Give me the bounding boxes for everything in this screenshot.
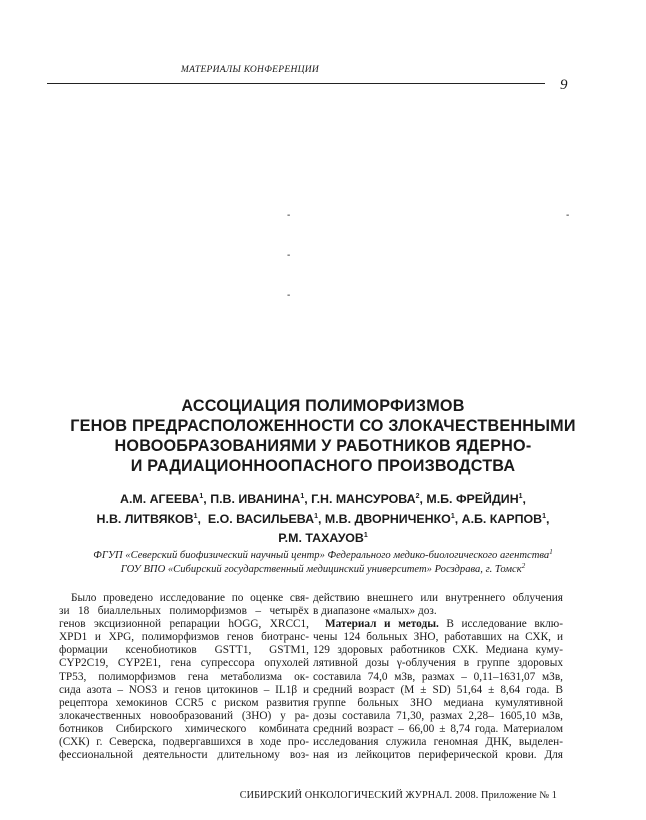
text-line: 129 здоровых работников СХК. Медиана куму- (313, 644, 563, 657)
page-number: 9 (560, 77, 568, 93)
author-affil-mark: 1 (363, 532, 368, 539)
title-line: АССОЦИАЦИЯ ПОЛИМОРФИЗМОВ (181, 397, 465, 415)
title-line: И РАДИАЦИОННООПАСНОГО ПРОИЗВОДСТВА (130, 457, 516, 475)
article-title (40, 396, 606, 476)
text-line: рецептора хемокинов CCR5 с риском развития (59, 696, 309, 709)
author-list (40, 490, 606, 549)
author-line (40, 510, 606, 530)
text-line: исследования служила геномная ДНК, выделен- (313, 736, 563, 749)
affiliation-line (40, 549, 606, 563)
text-line: (СХК) г. Северска, подвергавшихся в ходе про- (59, 736, 309, 749)
author-name: Р.М. ТАХАУОВ (278, 531, 364, 545)
text-line: дозы составила 71,30, размах 2,28– 1605,10 мЗв, (313, 709, 563, 722)
text-line: формации ксенобиотиков GSTT1, GSTM1, (59, 644, 309, 657)
affiliations (40, 549, 606, 577)
author-line (40, 529, 606, 549)
text-line: средний возраст – 66,00 ± 8,74 года. Материалом (313, 722, 563, 735)
title-line: ГЕНОВ ПРЕДРАСПОЛОЖЕННОСТИ СО ЗЛОКАЧЕСТВЕННЫМИ (70, 417, 576, 435)
author-separator: , (304, 492, 312, 506)
author-separator: , (522, 492, 526, 506)
author-name: М.В. ДВОРНИЧЕНКО (324, 511, 451, 526)
author-line (40, 490, 606, 510)
author-separator: , (317, 511, 325, 526)
author-affil-mark: 1 (199, 493, 204, 500)
text-line: CYP2C19, CYP2E1, гена супрессора опухолей (59, 657, 309, 670)
journal-footer: СИБИРСКИЙ ОНКОЛОГИЧЕСКИЙ ЖУРНАЛ. 2008. Приложение № 1 (239, 790, 557, 801)
affiliation-mark: 1 (549, 548, 553, 556)
author-name: М.Б. ФРЕЙДИН (426, 492, 519, 506)
affiliation-text: ФГУП «Северский биофизический научный центр» Федерального медико-биологического агентства (93, 550, 550, 561)
text-line: генов эксцизионной репарации hOGG, XRCC1, (59, 618, 309, 631)
text-line: лятивной дозы γ-облучения в группе здоровых (313, 657, 563, 670)
author-affil-mark: 1 (314, 512, 318, 520)
author-affil-mark: 1 (300, 493, 305, 500)
text-line: ная из лейкоцитов периферической крови. Для (313, 749, 563, 762)
author-separator: , (203, 492, 211, 506)
text-line: сида азота – NOS3 и генов цитокинов – IL1β и (59, 683, 309, 696)
author-separator: , (545, 511, 550, 526)
methods-lead: В исследование вклю- (438, 618, 563, 631)
stray-dash: - (287, 250, 291, 261)
author-affil-mark: 1 (193, 512, 198, 520)
author-affil-mark: 2 (415, 493, 420, 500)
author-name: А.Б. КАРПОВ (461, 511, 543, 526)
author-name: Г.Н. МАНСУРОВА (311, 492, 416, 506)
author-separator: , (454, 511, 462, 526)
text-line: ботников Сибирского химического комбината (59, 722, 309, 735)
text-line: группе больных ЗНО медиана кумулятивной (313, 696, 563, 709)
text-line: XPD1 и XPG, полиморфизмов генов биотранс- (59, 631, 309, 644)
affiliation-mark: 2 (521, 562, 526, 570)
text-line: действию внешнего или внутреннего облучения (313, 592, 563, 604)
text-line: зи 18 биаллельных полиморфизмов – четырёх (59, 605, 309, 618)
text-line: в диапазоне «малых» доз. (313, 605, 437, 618)
text-line: Было проведено исследование по оценке свя- (71, 592, 309, 604)
text-line (313, 618, 563, 631)
stray-dash: - (287, 290, 291, 301)
right-column (313, 592, 563, 762)
affiliation-text: ГОУ ВПО «Сибирский государственный медицинский университет» Росздрава, г. Томск (120, 564, 522, 575)
stray-dash: - (566, 210, 570, 221)
author-separator: , (419, 492, 427, 506)
author-separator: , (197, 511, 208, 526)
author-name: Н.В. ЛИТВЯКОВ (96, 511, 194, 526)
left-column (59, 592, 309, 762)
methods-heading: Материал и методы. (325, 618, 439, 631)
text-line: фессиональной деятельности длительному воз- (59, 749, 309, 762)
running-head: МАТЕРИАЛЫ КОНФЕРЕНЦИИ (180, 65, 320, 75)
author-affil-mark: 1 (542, 512, 546, 520)
header-rule (47, 83, 545, 84)
author-name: Е.О. ВАСИЛЬЕВА (207, 511, 315, 526)
text-line: средний возраст (M ± SD) 51,64 ± 8,64 года. В (313, 683, 563, 696)
affiliation-line (40, 563, 606, 577)
text-line: составила 74,0 мЗв, размах – 0,11–1631,07 мЗв, (313, 670, 563, 683)
title-line: НОВООБРАЗОВАНИЯМИ У РАБОТНИКОВ ЯДЕРНО- (114, 437, 532, 455)
author-affil-mark: 1 (450, 512, 455, 520)
text-line: чены 124 больных ЗНО, работавших на СХК, и (313, 631, 563, 644)
stray-dash: - (287, 210, 291, 221)
author-name: А.М. АГЕЕВА (120, 492, 200, 506)
author-name: П.В. ИВАНИНА (210, 492, 301, 506)
text-line: злокачественных новообразований (ЗНО) у ра- (59, 709, 309, 722)
text-line: TP53, полиморфизмов гена метаболизма ок- (59, 670, 309, 683)
author-affil-mark: 1 (518, 493, 523, 500)
